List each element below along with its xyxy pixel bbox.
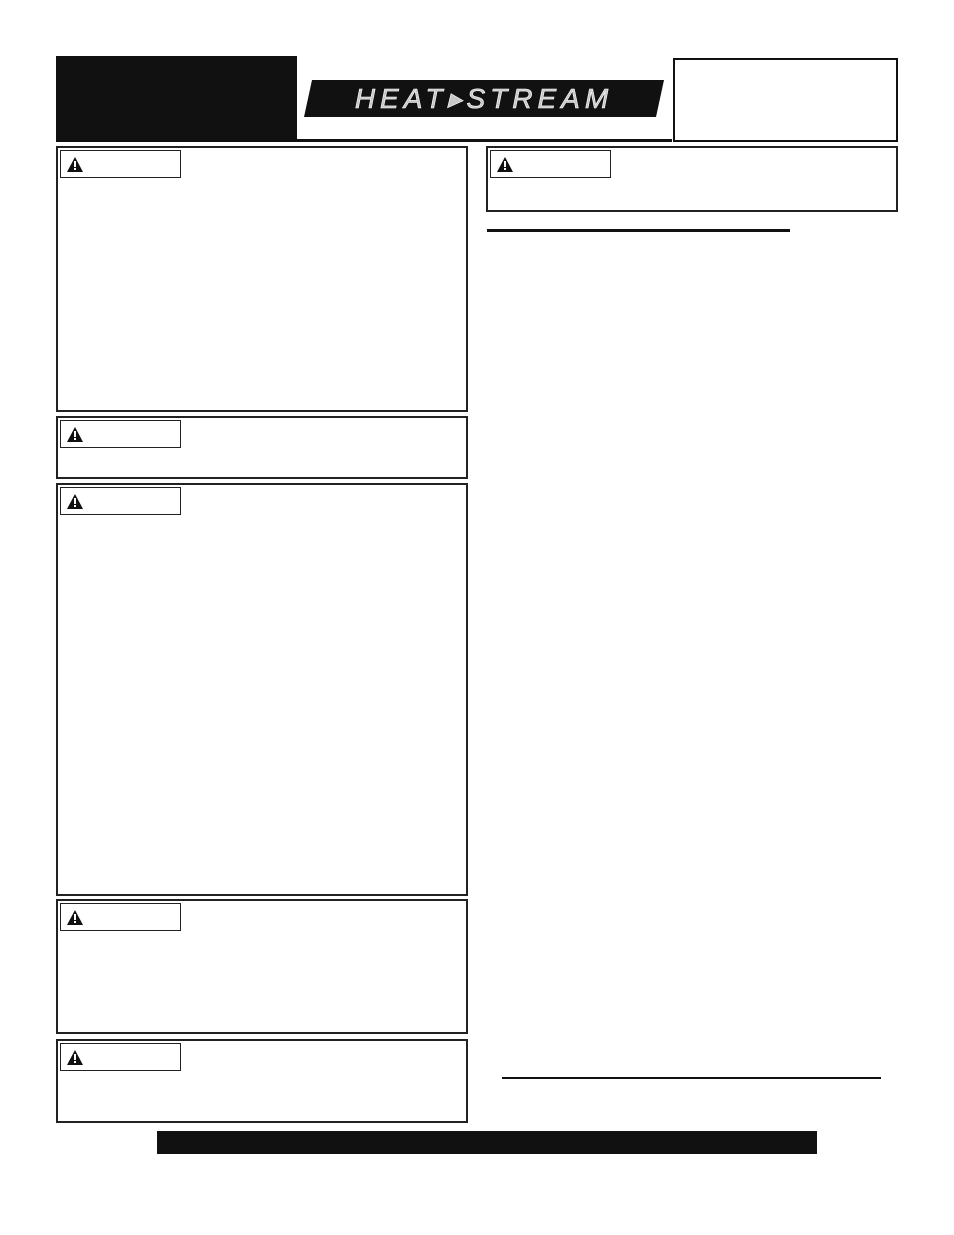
heatstream-logo: [304, 80, 664, 117]
warning-triangle-icon: [497, 157, 513, 172]
warning-label-tag: [60, 487, 181, 515]
header-underline: [56, 139, 672, 142]
warning-box-4: [56, 899, 468, 1034]
warning-box-right: [486, 146, 898, 212]
warning-box-1: [56, 146, 468, 412]
warning-box-5: [56, 1039, 468, 1123]
warning-triangle-icon: [67, 494, 83, 509]
footer-bar: [157, 1131, 817, 1154]
warning-label-tag: [60, 903, 181, 931]
warning-label-tag: [60, 420, 181, 448]
signature-line: [502, 1077, 881, 1079]
warning-triangle-icon: [67, 1050, 83, 1065]
warning-triangle-icon: [67, 157, 83, 172]
section-heading-rule: [487, 229, 790, 232]
warning-triangle-icon: [67, 427, 83, 442]
warning-label-tag: [490, 150, 611, 178]
warning-label-tag: [60, 150, 181, 178]
warning-triangle-icon: [67, 910, 83, 925]
header-black-block: [56, 56, 297, 140]
warning-label-tag: [60, 1043, 181, 1071]
logo-text: HEAT▸STREAM: [354, 83, 614, 114]
model-number-box: [673, 58, 898, 142]
warning-box-2: [56, 416, 468, 479]
warning-box-3: [56, 483, 468, 896]
